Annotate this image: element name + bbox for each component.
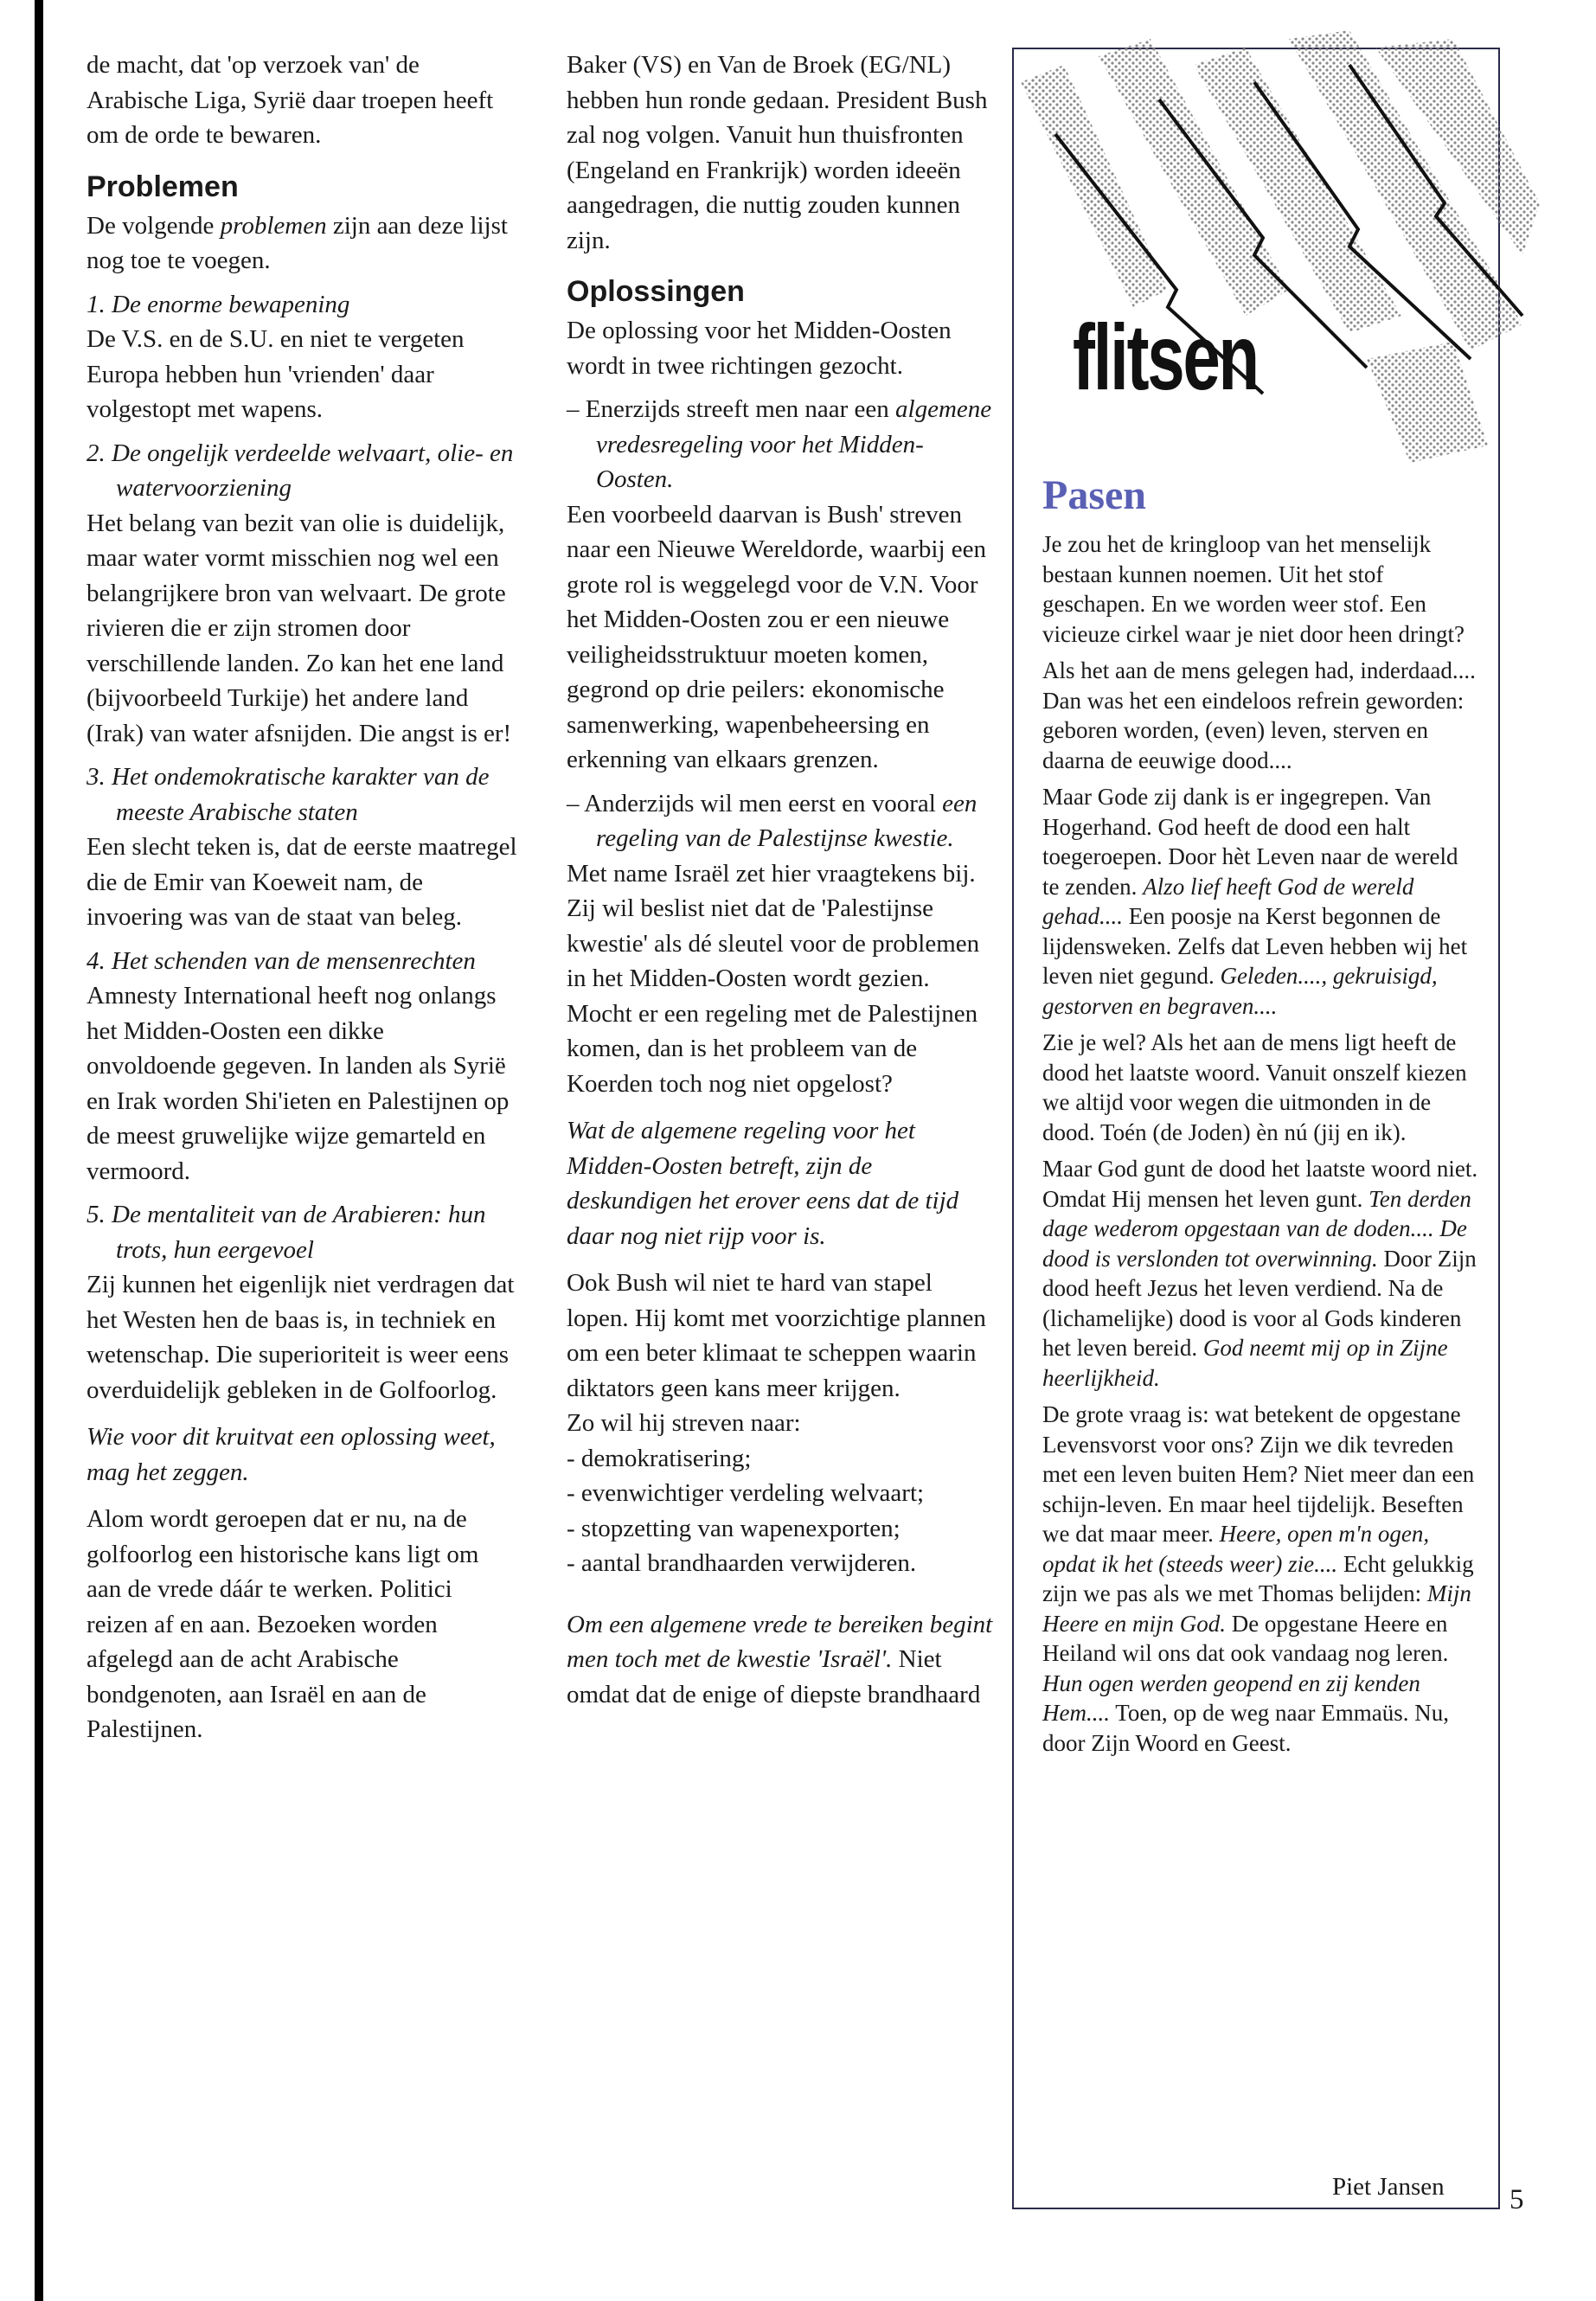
text-span: De opgestane Heere en Heiland wil ons dat ook vandaag nog leren. xyxy=(1042,1610,1449,1666)
emphasis-span: Heere, open m'n ogen, opdat ik het (steeds weer) zie.... xyxy=(1042,1521,1430,1577)
text-span: Door Zijn dood heeft Jezus het leven verdiend. Na de (lichamelijke) dood is voor al Gods kinderen het leven bereid. xyxy=(1042,1245,1477,1361)
sidebar-paragraph-2: Als het aan de mens gelegen had, inderdaad.... Dan was het een eindeloos refrein geworden: geboren worden, (even) leven, sterven en daarna de eeuwige dood.... xyxy=(1042,657,1476,773)
emphasis-span: God neemt mij op in Zijne heerlijkheid. xyxy=(1042,1335,1448,1391)
col1-paragraph-last: Alom wordt geroepen dat er nu, na de golfoorlog een historische kans ligt om aan de vrede dáár te werken. Politici reizen af en aan. Bezoeken worden afgelegd aan de acht Arabische bondgenoten, aan Israël en aan de Palestijnen. xyxy=(87,1505,479,1743)
item-4-text: Amnesty International heeft nog onlangs het Midden-Oosten een dikke onvoldoende gegeven. In landen als Syrië en Irak worden Shi'ieten en Palestijnen op de meest gruwelijke wijze gemarteld en vermoord. xyxy=(87,982,510,1185)
column-2 xyxy=(567,48,999,1712)
col2-paragraph-5: Ook Bush wil niet te hard van stapel lopen. Hij komt met voorzichtige plannen om een beter klimaat te scheppen waarin diktators geen kans meer krijgen. xyxy=(567,1269,986,1402)
sidebar-paragraph-4: Zie je wel? Als het aan de mens ligt heeft de dood het laatste woord. Vanuit onszelf kiezen we altijd voor wegen die uitmonden in de dood. Toén (de Joden) èn nú (jij en ik). xyxy=(1042,1029,1467,1145)
col2-paragraph-1: Baker (VS) en Van de Broek (EG/NL) hebben hun ronde gedaan. President Bush zal nog volgen. Vanuit hun thuisfronten (Engeland en Frankrijk) worden ideeën aangedragen, die nuttig zouden kunnen zijn. xyxy=(567,51,988,254)
emphasis-span: Hun ogen werden geopend en zij kenden Hem.... xyxy=(1042,1670,1420,1726)
author-signature: Piet Jansen xyxy=(1332,2173,1445,2201)
item-5-text: Zij kunnen het eigenlijk niet verdragen dat het Westen hen de baas is, in techniek en wetenschap. Die superioriteit is weer eens overduidelijk gebleken in de Golfoorlog. xyxy=(87,1271,515,1404)
item-1-title: 1. De enorme bewapening xyxy=(87,290,350,318)
text-span: De volgende xyxy=(87,211,221,240)
flitsen-title: flitsen xyxy=(1073,304,1258,409)
text-span: zijn aan deze lijst nog toe te voegen. xyxy=(87,211,508,274)
item-3-text: Een slecht teken is, dat de eerste maatregel die de Emir van Koeweit nam, de invoering was van de staat van beleg. xyxy=(87,833,517,931)
col2-italic-note: Wat de algemene regeling voor het Midden-Oosten betreft, zijn de deskundigen het erover eens dat de tijd daar nog niet rijp voor is. xyxy=(567,1117,959,1250)
emphasis-span: Mijn Heere en mijn God. xyxy=(1042,1580,1471,1637)
sidebar-text xyxy=(1042,529,1479,1758)
col2-paragraph-3: Een voorbeeld daarvan is Bush' streven naar een Nieuwe Wereldorde, waarbij een grote rol is weggelegd voor de V.N. Voor het Midden-Oosten zou er een nieuwe veiligheidsstruktuur moeten komen, gegrond op drie peilers: ekonomische samenwerking, wapenbeheersing en erkenning van elkaars grenzen. xyxy=(567,500,987,773)
col2-paragraph-2: De oplossing voor het Midden-Oosten wordt in twee richtingen gezocht. xyxy=(567,317,952,380)
item-3-title: 3. Het ondemokratische karakter van de meeste Arabische staten xyxy=(87,763,490,826)
list-item: - aantal brandhaarden verwijderen. xyxy=(567,1549,917,1577)
text-span: – Enerzijds streeft men naar een xyxy=(567,395,896,423)
text-span: Toen, op de weg naar Emmaüs. Nu, door Zijn Woord en Geest. xyxy=(1042,1700,1449,1756)
text-span: Echt gelukkig zijn we pas als we met Thomas belijden: xyxy=(1042,1550,1474,1606)
dash-item-1 xyxy=(567,392,999,497)
lightning-decoration xyxy=(1003,30,1540,515)
page-number: 5 xyxy=(1509,2184,1524,2215)
list-item: - stopzetting van wapenexporten; xyxy=(567,1514,901,1542)
emphasis-span: Ten derden dage wederom opgestaan van de doden.... De dood is verslonden tot overwinning. xyxy=(1042,1185,1471,1272)
emphasis-span: problemen xyxy=(220,211,327,240)
text-span: Maar Gode zij dank is er ingegrepen. Van Hogerhand. God heeft de dood een halt toegeroepen. Door hèt Leven naar de wereld te zenden. xyxy=(1042,784,1458,900)
col1-italic-note: Wie voor dit kruitvat een oplossing weet, mag het zeggen. xyxy=(87,1423,496,1486)
col2-paragraph-last xyxy=(567,1607,999,1713)
text-span: De grote vraag is: wat betekent de opgestane Levensvorst voor ons? Zijn we dik tevreden met een leven buiten Hem? Niet meer dan een schijn-leven. En maar heel tijdelijk. Beseften we dat maar meer. xyxy=(1042,1401,1475,1547)
heading-oplossingen: Oplossingen xyxy=(567,275,745,308)
emphasis-span: algemene vredesregeling voor het Midden-Oosten. xyxy=(596,395,992,493)
col2-paragraph-4: Met name Israël zet hier vraagtekens bij. Zij wil beslist niet dat de 'Palestijnse kwestie' als dé sleutel voor de problemen in het Midden-Oosten wordt gezien. Mocht er een regeling met de Palestijnen komen, dan is het probleem van de Koerden toch nog niet opgelost? xyxy=(567,859,980,1098)
sidebar-paragraph-3 xyxy=(1042,782,1479,1021)
item-1-text: De V.S. en de S.U. en niet te vergeten Europa hebben hun 'vrienden' daar volgestopt met wapens. xyxy=(87,325,465,423)
item-4-title: 4. Het schenden van de mensenrechten xyxy=(87,946,476,975)
text-span: Niet omdat dat de enige of diepste brandhaard xyxy=(567,1645,981,1708)
sidebar-paragraph-5 xyxy=(1042,1154,1479,1393)
emphasis-span: Alzo lief heeft God de wereld gehad.... xyxy=(1042,873,1414,929)
emphasis-span: Om een algemene vrede te bereiken begint men toch met de kwestie 'Israël'. xyxy=(567,1610,993,1673)
column-1 xyxy=(87,48,519,1747)
emphasis-span: Geleden...., gekruisigd, gestorven en begraven.... xyxy=(1042,963,1438,1019)
list-item: - demokratisering; xyxy=(567,1444,752,1472)
sidebar-paragraph-1: Je zou het de kringloop van het menselijk bestaan kunnen noemen. Uit het stof geschapen. En we worden weer stof. Een vicieuze cirkel waar je niet door heen dringt? xyxy=(1042,531,1465,647)
list-item: - evenwichtiger verdeling welvaart; xyxy=(567,1479,925,1507)
col1-paragraph-1: de macht, dat 'op verzoek van' de Arabische Liga, Syrië daar troepen heeft om de orde te bewaren. xyxy=(87,51,494,149)
text-span: – Anderzijds wil men eerst en vooral xyxy=(567,789,943,817)
emphasis-span: een regeling van de Palestijnse kwestie. xyxy=(596,789,977,852)
text-span: Een poosje na Kerst begonnen de lijdensweken. Zelfs dat Leven hebben wij het leven niet gegund. xyxy=(1042,903,1468,989)
text-span: Maar God gunt de dood het laatste woord niet. Omdat Hij mensen het leven gunt. xyxy=(1042,1156,1478,1212)
item-2-text: Het belang van bezit van olie is duidelijk, maar water vormt misschien nog wel een belangrijkere bron van welvaart. De grote rivieren die er zijn stromen door verschillende landen. Zo kan het ene land (bijvoorbeeld Turkije) het andere land (Irak) van water afsnijden. Die angst is er! xyxy=(87,509,512,747)
sidebar-paragraph-6 xyxy=(1042,1400,1479,1758)
col1-paragraph-2 xyxy=(87,208,519,279)
col2-paragraph-6: Zo wil hij streven naar: xyxy=(567,1409,801,1437)
page-edge-bar xyxy=(35,0,43,2301)
dash-item-2 xyxy=(567,786,999,856)
item-5-title: 5. De mentaliteit van de Arabieren: hun trots, hun eergevoel xyxy=(87,1201,486,1264)
heading-problemen: Problemen xyxy=(87,170,239,203)
item-2-title: 2. De ongelijk verdeelde welvaart, olie- en watervoorziening xyxy=(87,439,514,502)
pasen-heading: Pasen xyxy=(1042,472,1146,518)
